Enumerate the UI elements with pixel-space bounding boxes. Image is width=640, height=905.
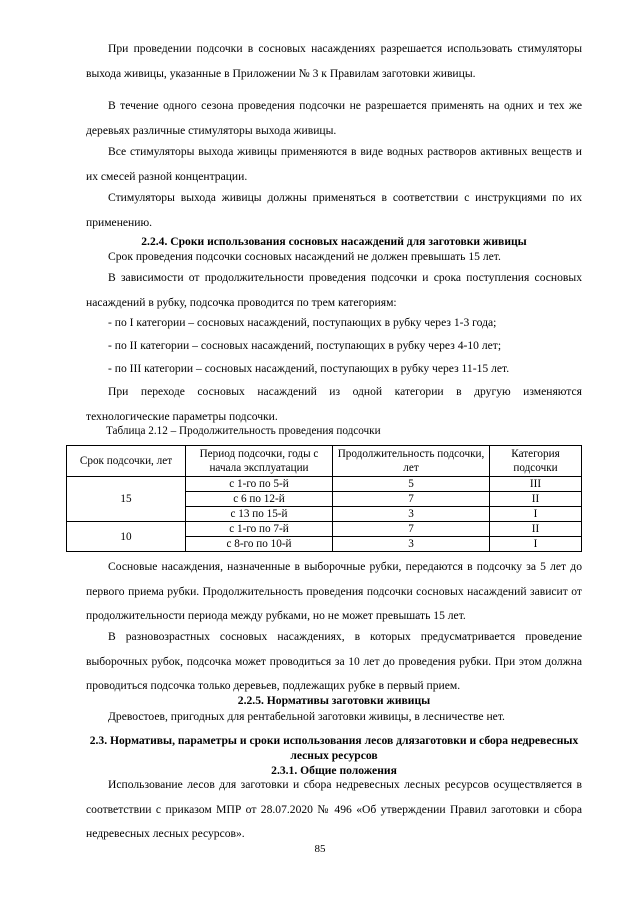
cell-period: с 6 по 12-й [186, 492, 333, 507]
list-item-category-1: - по I категории – сосновых насаждений, поступающих в рубку через 1-3 года; [108, 316, 497, 329]
cell-term: 10 [67, 522, 186, 552]
header-term: Срок подсочки, лет [67, 446, 186, 477]
cell-duration: 7 [333, 522, 490, 537]
table-header-row [67, 446, 582, 477]
table-row [67, 477, 582, 492]
paragraph-stimulators-allowed: При проведении подсочки в сосновых насаждениях разрешается использовать стимуляторы выхода живицы, указанные в Приложении № 3 к Правилам заготовки живицы. [86, 42, 582, 80]
cell-duration: 7 [333, 492, 490, 507]
cell-duration: 3 [333, 507, 490, 522]
paragraph-uneven-aged-stands: В разновозрастных сосновых насаждениях, в которых предусматривается проведение выборочных рубок, подсочка может проводиться за 10 лет до проведения рубки. При этом должна проводиться подсочка только деревьев, подлежащих рубке в первый прием. [86, 630, 582, 692]
paragraph-resin-norms: Древостоев, пригодных для рентабельной заготовки живицы, в лесничестве нет. [108, 710, 505, 723]
tapping-duration-table [66, 445, 582, 552]
table-caption: Таблица 2.12 – Продолжительность проведения подсочки [106, 425, 381, 437]
cell-period: с 1-го по 5-й [186, 477, 333, 492]
list-item-category-3: - по III категории – сосновых насаждений, поступающих в рубку через 11-15 лет. [108, 362, 510, 375]
cell-category: II [490, 522, 582, 537]
cell-category: III [490, 477, 582, 492]
cell-period: с 1-го по 7-й [186, 522, 333, 537]
section-heading-2-2-4: 2.2.4. Сроки использования сосновых насаждений для заготовки живицы [141, 235, 527, 248]
header-period: Период подсочки, годы с начала эксплуатации [186, 446, 333, 477]
paragraph-term-limit: Срок проведения подсочки сосновых насаждений не должен превышать 15 лет. [108, 250, 501, 263]
table-row [67, 522, 582, 537]
paragraph-categories-intro: В зависимости от продолжительности проведения подсочки и срока поступления сосновых насаждений в рубку, подсочка проводится по трем категориям: [86, 271, 582, 309]
paragraph-stimulators-season: В течение одного сезона проведения подсочки не разрешается применять на одних и тех же деревьях различные стимуляторы выхода живицы. [86, 99, 582, 137]
cell-period: с 8-го по 10-й [186, 537, 333, 552]
section-heading-2-3: 2.3. Нормативы, параметры и сроки использования лесов длязаготовки и сбора недревесных лесных ресурсов [89, 734, 579, 762]
cell-category: II [490, 492, 582, 507]
section-heading-2-2-5: 2.2.5. Нормативы заготовки живицы [237, 694, 431, 707]
header-category: Категория подсочки [490, 446, 582, 477]
cell-category: I [490, 507, 582, 522]
page-number: 85 [314, 843, 326, 855]
header-duration: Продолжительность подсочки, лет [333, 446, 490, 477]
paragraph-category-transition: При переходе сосновых насаждений из одной категории в другую изменяются технологические параметры подсочки. [86, 385, 582, 423]
paragraph-general-provisions: Использование лесов для заготовки и сбора недревесных лесных ресурсов осуществляется в соответствии с приказом МПР от 28.07.2020 № 496 «Об утверждении Правил заготовки и сбора недревесных лесных ресурсов». [86, 778, 582, 840]
cell-term: 15 [67, 477, 186, 522]
paragraph-stimulators-solutions: Все стимуляторы выхода живицы применяются в виде водных растворов активных веществ и их смесей разной концентрации. [86, 145, 582, 183]
paragraph-selective-felling: Сосновые насаждения, назначенные в выборочные рубки, передаются в подсочку за 5 лет до первого приема рубки. Продолжительность проведения подсочки сосновых насаждений зависит от продолжительности периода между рубками, но не может превышать 15 лет. [86, 560, 582, 622]
list-item-category-2: - по II категории – сосновых насаждений, поступающих в рубку через 4-10 лет; [108, 339, 502, 352]
paragraph-stimulators-instructions: Стимуляторы выхода живицы должны применяться в соответствии с инструкциями по их применению. [86, 191, 582, 229]
cell-period: с 13 по 15-й [186, 507, 333, 522]
section-heading-2-3-1: 2.3.1. Общие положения [271, 764, 397, 777]
cell-category: I [490, 537, 582, 552]
cell-duration: 3 [333, 537, 490, 552]
cell-duration: 5 [333, 477, 490, 492]
